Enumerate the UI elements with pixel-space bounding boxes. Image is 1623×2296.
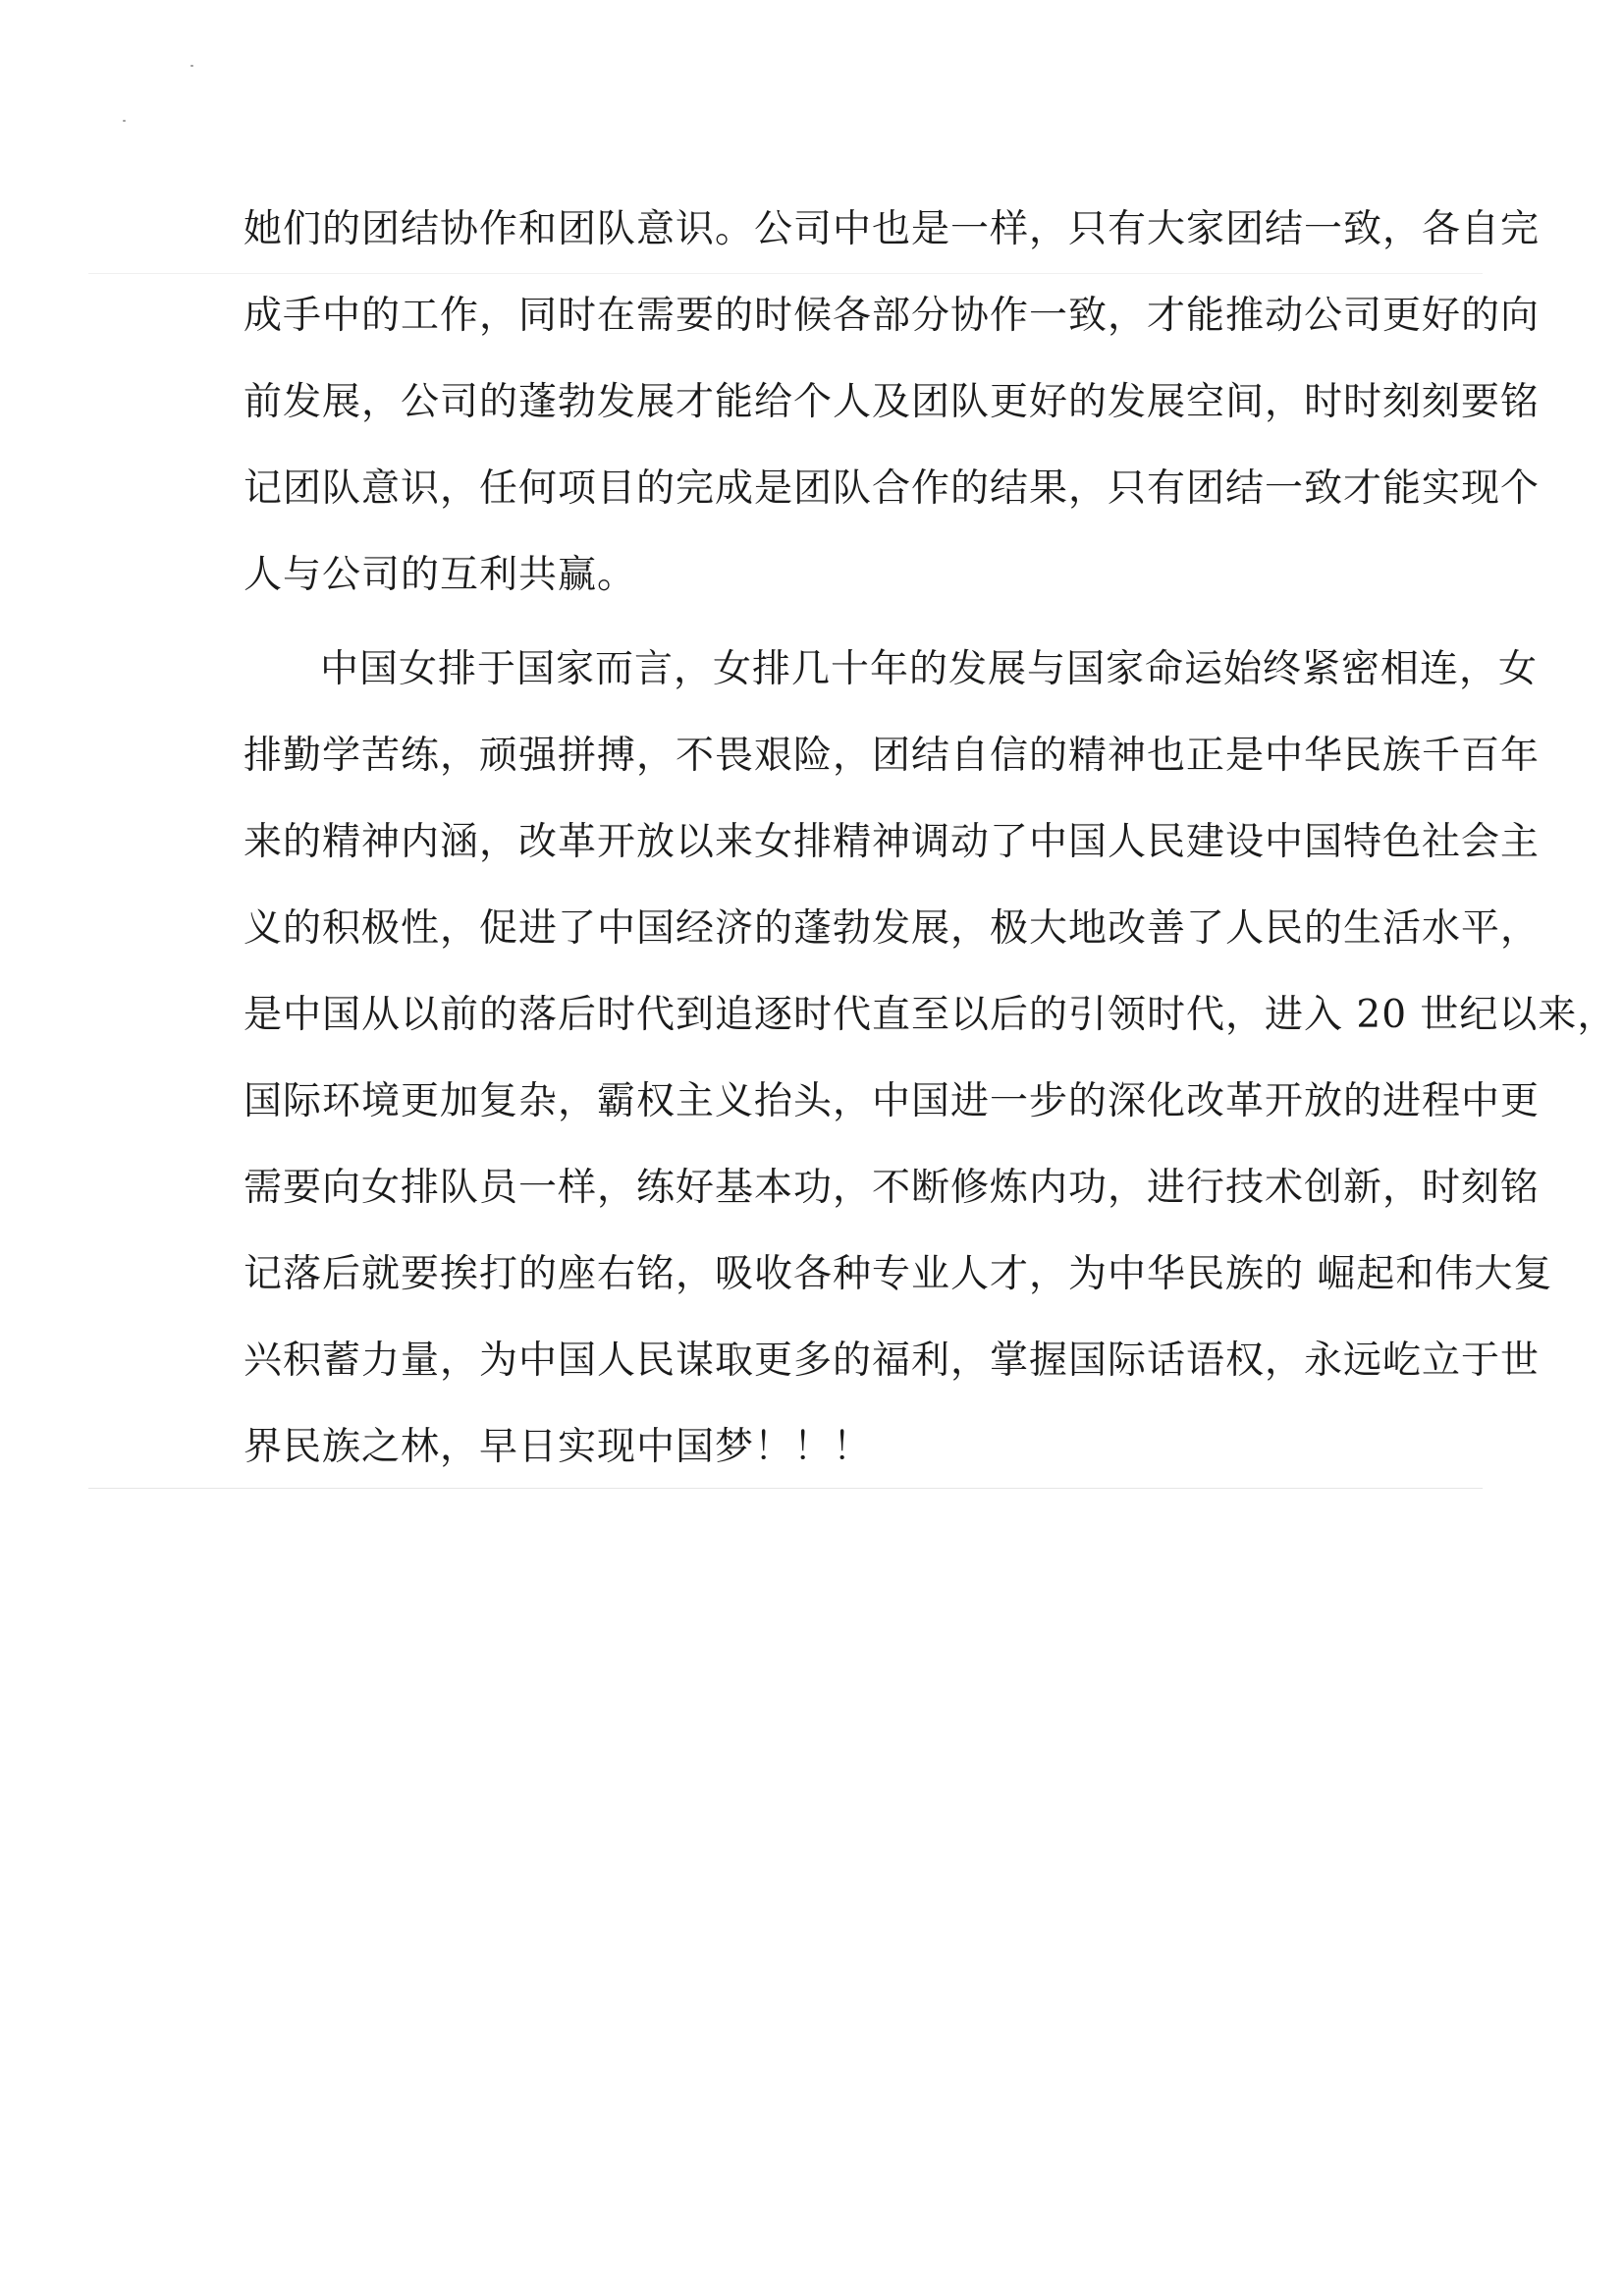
scan-artifact-line bbox=[88, 1488, 1483, 1489]
text-line: 排勤学苦练，顽强拼搏，不畏艰险，团结自信的精神也正是中华民族千百年 bbox=[243, 734, 1541, 778]
document-body bbox=[243, 207, 1617, 1512]
text-line: 国际环境更加复杂，霸权主义抬头，中国进一步的深化改革开放的进程中更 bbox=[243, 1079, 1541, 1123]
scan-speck bbox=[123, 120, 126, 122]
text-line: 兴积蓄力量，为中国人民谋取更多的福利，掌握国际话语权，永远屹立于世 bbox=[243, 1339, 1541, 1383]
paragraph-2 bbox=[243, 647, 1617, 1512]
text-line: 需要向女排队员一样，练好基本功，不断修炼内功，进行技术创新，时刻铭 bbox=[243, 1166, 1541, 1210]
text-line: 记团队意识，任何项目的完成是团队合作的结果，只有团结一致才能实现个 bbox=[243, 466, 1541, 511]
text-line: 是中国从以前的落后时代到追逐时代直至以后的引领时代，进入 20 世纪以来， bbox=[243, 993, 1617, 1037]
text-line: 义的积极性，促进了中国经济的蓬勃发展，极大地改善了人民的生活水平， bbox=[243, 906, 1541, 951]
text-line: 界民族之林，早日实现中国梦！！！ bbox=[243, 1425, 873, 1469]
text-line: 记落后就要挨打的座右铭，吸收各种专业人才，为中华民族的 崛起和伟大复 bbox=[243, 1252, 1553, 1296]
scan-speck bbox=[190, 65, 193, 67]
text-line: 前发展，公司的蓬勃发展才能给个人及团队更好的发展空间，时时刻刻要铭 bbox=[243, 380, 1541, 424]
text-line: 她们的团结协作和团队意识。公司中也是一样，只有大家团结一致，各自完 bbox=[243, 207, 1541, 251]
text-line: 中国女排于国家而言，女排几十年的发展与国家命运始终紧密相连，女 bbox=[320, 647, 1539, 691]
text-line: 成手中的工作，同时在需要的时候各部分协作一致，才能推动公司更好的向 bbox=[243, 294, 1541, 338]
text-line: 来的精神内涵，改革开放以来女排精神调动了中国人民建设中国特色社会主 bbox=[243, 820, 1541, 864]
text-line: 人与公司的互利共赢。 bbox=[243, 553, 637, 597]
paragraph-1 bbox=[243, 207, 1541, 640]
